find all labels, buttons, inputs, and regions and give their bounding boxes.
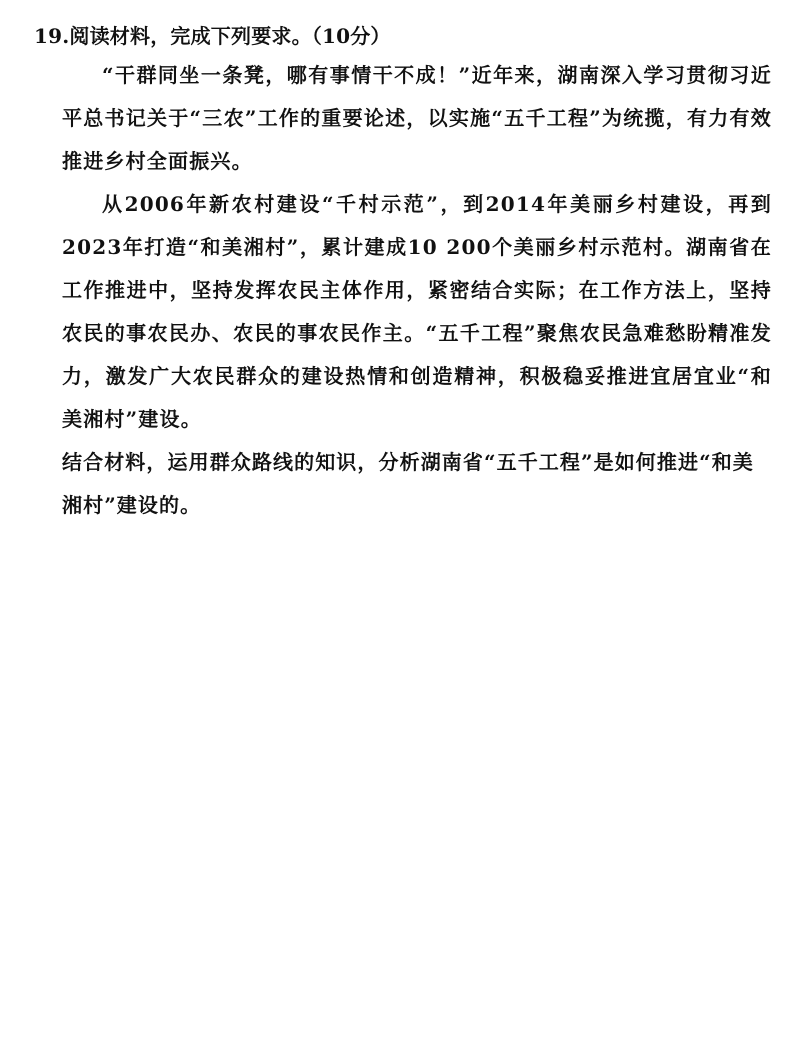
question-title: 19.阅读材料，完成下列要求。（10分）: [34, 24, 391, 48]
question-task: 结合材料，运用群众路线的知识，分析湖南省“五千工程”是如何推进“和美湘村”建设的。: [62, 450, 754, 517]
material-paragraph-1: “干群同坐一条凳，哪有事情干不成！”近年来，湖南深入学习贯彻习近平总书记关于“三农”工作的重要论述，以实施“五千工程”为统揽，有力有效推进乡村全面振兴。: [62, 63, 772, 173]
material-paragraph-2: 从2006年新农村建设“千村示范”，到2014年美丽乡村建设，再到2023年打造“和美湘村”，累计建成10 200个美丽乡村示范村。湖南省在工作推进中，坚持发挥农民主体作用，紧密结合实际；在工作方法上，坚持农民的事农民办、农民的事农民作主。“五千工程”聚焦农民急难愁盼精准发力，激发广大农民群众的建设热情和创造精神，积极稳妥推进宜居宜业“和美湘村”建设。: [62, 192, 772, 431]
